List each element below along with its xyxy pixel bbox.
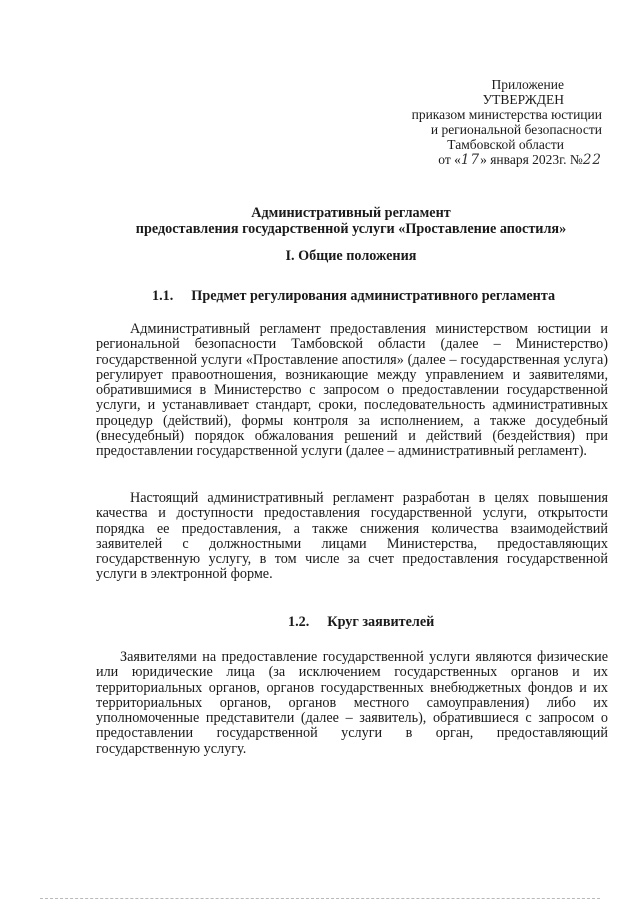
document-subtitle: предоставления государственной услуги «Проставление апостиля» bbox=[135, 221, 567, 237]
stamp-order: приказом министерства юстиции bbox=[411, 107, 602, 122]
subsection-label: Круг заявителей bbox=[327, 614, 435, 630]
subsection-heading-1-2 bbox=[288, 614, 434, 631]
paragraph: Настоящий административный регламент разработан в целях повышения качества и доступности предоставления государственной услуги, открытости порядка ее предоставления, а также снижения количества взаимодействий заявителей с должностными лицами Министерства, предоставляющих государственную услугу, в том числе за счет предоставления государственной услуги в электронной форме. bbox=[96, 490, 608, 583]
subsection-number: 1.1. bbox=[152, 288, 174, 304]
approval-stamp bbox=[362, 77, 602, 168]
stamp-approved: УТВЕРЖДЕН bbox=[482, 92, 564, 107]
stamp-region: Тамбовской области bbox=[447, 137, 564, 152]
subsection-label: Предмет регулирования административного регламента bbox=[191, 288, 556, 304]
paragraph: Административный регламент предоставления министерством юстиции и региональной безопасности Тамбовской области (далее – Министерство) государственной услуги «Проставление апостиля» (далее – государственная услуга) регулирует правоотношения, возникающие между управлением и заявителями, обратившимися в Министерство с запросом о предоставлении государственной услуги, и устанавливает стандарт, сроки, последовательность административных процедур (действий), формы контроля за исполнением, а также досудебный (внесудебный) порядок обжалования решений и действий (бездействия) при предоставлении государственной услуги (далее – административный регламент). bbox=[96, 321, 608, 460]
stamp-date-suffix: » января 2023г. № bbox=[480, 152, 583, 167]
stamp-appendix: Приложение bbox=[491, 77, 564, 92]
document-title: Административный регламент bbox=[251, 205, 451, 221]
scan-edge-divider bbox=[40, 898, 600, 900]
subsection-number: 1.2. bbox=[288, 614, 310, 630]
stamp-date-prefix: от « bbox=[438, 152, 461, 167]
subsection-heading-1-1 bbox=[152, 288, 555, 305]
section-heading: I. Общие положения bbox=[285, 248, 417, 264]
stamp-ministry: и региональной безопасности bbox=[430, 122, 602, 137]
stamp-day-handwritten: 17 bbox=[460, 152, 481, 168]
stamp-date-line bbox=[362, 152, 602, 168]
paragraph: Заявителями на предоставление государственной услуги являются физические или юридические лица (за исключением государственных органов и их территориальных органов, органов государственных внебюджетных фондов и их территориальных органов, органов местного самоуправления) либо их уполномоченные представители (далее – заявитель), обратившиеся с запросом о предоставлении государственной услуги в орган, предоставляющий государственную услугу. bbox=[96, 649, 608, 757]
stamp-number-handwritten: 22 bbox=[582, 152, 602, 168]
